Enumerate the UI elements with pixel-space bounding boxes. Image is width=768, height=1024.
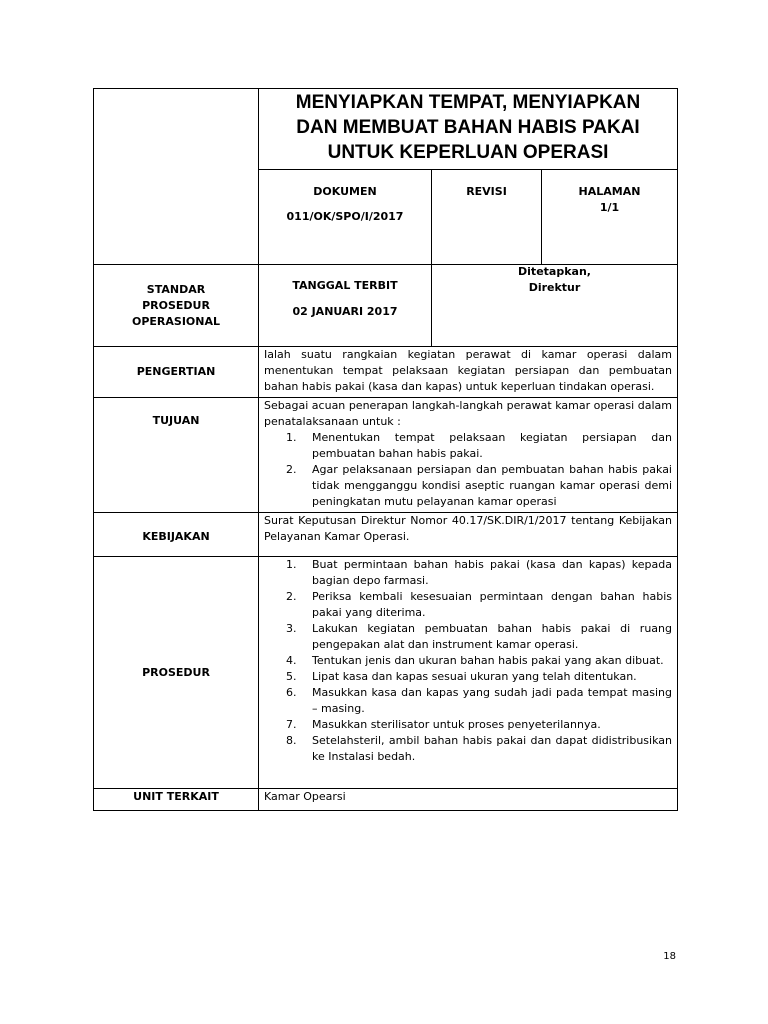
kebijakan-label — [94, 513, 258, 561]
unit-terkait-label-text: UNIT TERKAIT — [133, 790, 219, 803]
title-line: MENYIAPKAN TEMPAT, MENYIAPKAN — [295, 92, 641, 113]
tanggal-value: 02 JANUARI 2017 — [292, 305, 398, 318]
tujuan-label — [94, 398, 258, 444]
dokumen-cell — [259, 184, 431, 225]
prosedur-label-text: PROSEDUR — [142, 665, 210, 679]
list-item-text: Buat permintaan bahan habis pakai (kasa dan kapas) kepada bagian depo farmasi. — [312, 558, 672, 587]
tujuan-list — [264, 430, 672, 510]
list-item — [264, 669, 672, 685]
page-number: 18 — [663, 951, 676, 962]
dokumen-value: 011/OK/SPO/I/2017 — [286, 210, 404, 223]
prosedur-list — [264, 557, 672, 765]
list-item-text: Masukkan sterilisator untuk proses penyeterilannya. — [312, 718, 601, 731]
list-item — [264, 621, 672, 653]
ditetapkan-role: Direktur — [528, 281, 581, 294]
revisi-label: REVISI — [466, 185, 507, 198]
list-item-text: Lakukan kegiatan pembuatan bahan habis pakai di ruang pengepakan alat dan instrument kamar operasi. — [312, 622, 672, 651]
sop-label-line: PROSEDUR — [142, 298, 210, 312]
kebijakan-label-text: KEBIJAKAN — [142, 530, 210, 543]
sop-label — [94, 265, 258, 346]
list-item-number: 2. — [286, 590, 297, 603]
pengertian-label — [94, 347, 258, 397]
pengertian-text: Ialah suatu rangkaian kegiatan perawat di kamar operasi dalam menentukan tempat pelaksaan kegiatan persiapan dan pembuatan bahan habis pakai (kasa dan kapas) untuk keperluan tindakan operasi. — [264, 348, 672, 393]
list-item-number: 6. — [286, 686, 297, 699]
sop-label-line: OPERASIONAL — [131, 314, 220, 328]
tujuan-label-text: TUJUAN — [152, 414, 200, 427]
list-item-number: 1. — [286, 558, 297, 571]
unit-terkait-label — [94, 789, 258, 805]
tanggal-label: TANGGAL TERBIT — [292, 279, 398, 292]
list-item-text: Masukkan kasa dan kapas yang sudah jadi pada tempat masing – masing. — [312, 686, 672, 715]
list-item-number: 4. — [286, 654, 297, 667]
revisi-cell — [432, 184, 541, 200]
title-line: DAN MEMBUAT BAHAN HABIS PAKAI — [296, 117, 640, 138]
list-item — [264, 462, 672, 510]
dokumen-label: DOKUMEN — [313, 185, 377, 198]
halaman-cell — [542, 184, 677, 216]
list-item-text: Lipat kasa dan kapas sesuai ukuran yang telah ditentukan. — [312, 670, 637, 683]
halaman-value: 1/1 — [599, 201, 620, 214]
prosedur-label — [94, 557, 258, 788]
list-item — [264, 733, 672, 765]
list-item-text: Menentukan tempat pelaksaan kegiatan persiapan dan pembuatan bahan habis pakai. — [312, 431, 672, 460]
tujuan-content — [264, 398, 672, 510]
list-item-number: 2. — [286, 463, 297, 476]
list-item-number: 7. — [286, 718, 297, 731]
list-item-number: 1. — [286, 431, 297, 444]
list-item — [264, 430, 672, 462]
document-title — [259, 90, 677, 169]
list-item — [264, 685, 672, 717]
title-line: UNTUK KEPERLUAN OPERASI — [327, 142, 609, 163]
halaman-label: HALAMAN — [578, 185, 641, 198]
list-item-text: Setelahsteril, ambil bahan habis pakai dan dapat didistribusikan ke Instalasi bedah. — [312, 734, 672, 763]
tanggal-cell — [259, 278, 431, 320]
list-item-number: 8. — [286, 734, 297, 747]
sop-label-line: STANDAR — [146, 282, 206, 296]
tujuan-intro: Sebagai acuan penerapan langkah-langkah perawat kamar operasi dalam penatalaksanaan untuk : — [264, 399, 672, 428]
prosedur-content — [264, 557, 672, 765]
list-item — [264, 589, 672, 621]
list-item — [264, 717, 672, 733]
list-item-number: 3. — [286, 622, 297, 635]
list-item-text: Periksa kembali kesesuaian permintaan dengan bahan habis pakai yang diterima. — [312, 590, 672, 619]
unit-terkait-text: Kamar Opearsi — [264, 790, 346, 803]
kebijakan-text: Surat Keputusan Direktur Nomor 40.17/SK.DIR/1/2017 tentang Kebijakan Pelayanan Kamar Operasi. — [264, 514, 672, 543]
ditetapkan-label: Ditetapkan, — [518, 265, 591, 278]
list-item-text: Agar pelaksanaan persiapan dan pembuatan bahan habis pakai tidak mengganggu kondisi aseptic ruangan kamar operasi demi peningkatan mutu pelayanan kamar operasi — [312, 463, 672, 508]
list-item — [264, 557, 672, 589]
list-item-text: Tentukan jenis dan ukuran bahan habis pakai yang akan dibuat. — [312, 654, 664, 667]
list-item-number: 5. — [286, 670, 297, 683]
ditetapkan-cell — [432, 264, 677, 296]
list-item — [264, 653, 672, 669]
pengertian-label-text: PENGERTIAN — [136, 365, 216, 378]
